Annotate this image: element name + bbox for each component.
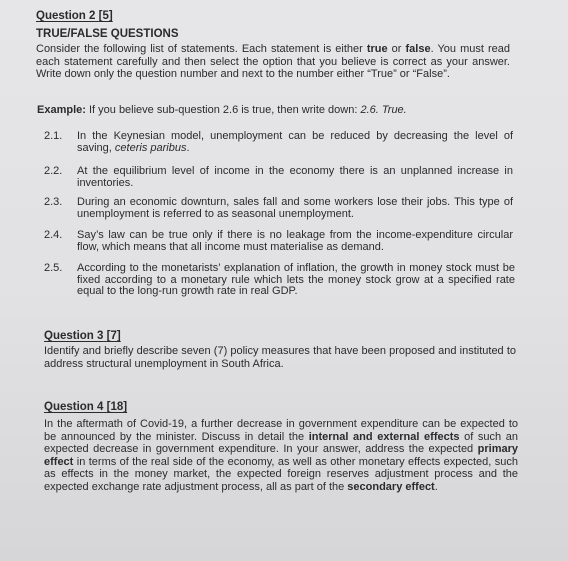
statement-number: 2.4.: [44, 229, 63, 241]
question-2-title: Question 2: [36, 10, 96, 22]
question-3-text: Identify and briefly describe seven (7) policy measures that have been proposed and instituted to address structural unemployment in South Africa.: [44, 345, 516, 370]
statement-number: 2.3.: [44, 196, 63, 208]
statement-number: 2.2.: [44, 165, 63, 177]
statement-number: 2.1.: [44, 130, 63, 142]
statement-text: In the Keynesian model, unemployment can be reduced by decreasing the level of saving, ceteris paribus.: [77, 130, 513, 154]
statement-text: According to the monetarists’ explanation of inflation, the growth in money stock must be fixed according to a monetary rule which lets the money stock grow at a specified rate equal to the long-run growth rate in real GDP.: [77, 262, 515, 298]
example-answer: 2.6. True.: [360, 104, 407, 116]
statement-text: At the equilibrium level of income in the economy there is an unplanned increase in inventories.: [77, 165, 513, 189]
true-false-subheading: TRUE/FALSE QUESTIONS: [36, 28, 179, 40]
question-4-title: Question 4: [44, 401, 104, 413]
statement-text: During an economic downturn, sales fall and some workers lose their jobs. This type of unemployment is referred to as seasonal unemployment.: [77, 196, 513, 220]
question-3-heading: [44, 330, 121, 342]
question-4-heading: [44, 401, 127, 413]
statement-number: 2.5.: [44, 262, 63, 274]
question-2-marks: [5]: [98, 10, 113, 22]
question-2-heading: [36, 10, 113, 22]
question-3-title: Question 3: [44, 330, 104, 342]
example-label: Example:: [37, 104, 86, 116]
question-4-text: In the aftermath of Covid-19, a further decrease in government expenditure can be expected to be announced by the minister. Discuss in detail the internal and external effects of such an expected decrease in government expenditure. In your answer, address the expected primary effect in terms of the real side of the economy, as well as other monetary effects expected, such as effects in the money market, the expected foreign reserves adjustment process and the expected exchange rate adjustment process, all as part of the secondary effect.: [44, 418, 518, 493]
example-line: [37, 104, 407, 116]
question-2-instructions: Consider the following list of statements. Each statement is either true or false. You must read each statement carefully and then select the option that you believe is correct as your answer. Write down only the question number and next to the number either “True” or “False”.: [36, 43, 510, 81]
question-3-marks: [7]: [106, 330, 121, 342]
statement-text: Say’s law can be true only if there is no leakage from the income-expenditure circular flow, which means that all income must materialise as demand.: [77, 229, 513, 253]
question-4-marks: [18]: [106, 401, 128, 413]
example-text: If you believe sub-question 2.6 is true, then write down:: [85, 104, 361, 116]
